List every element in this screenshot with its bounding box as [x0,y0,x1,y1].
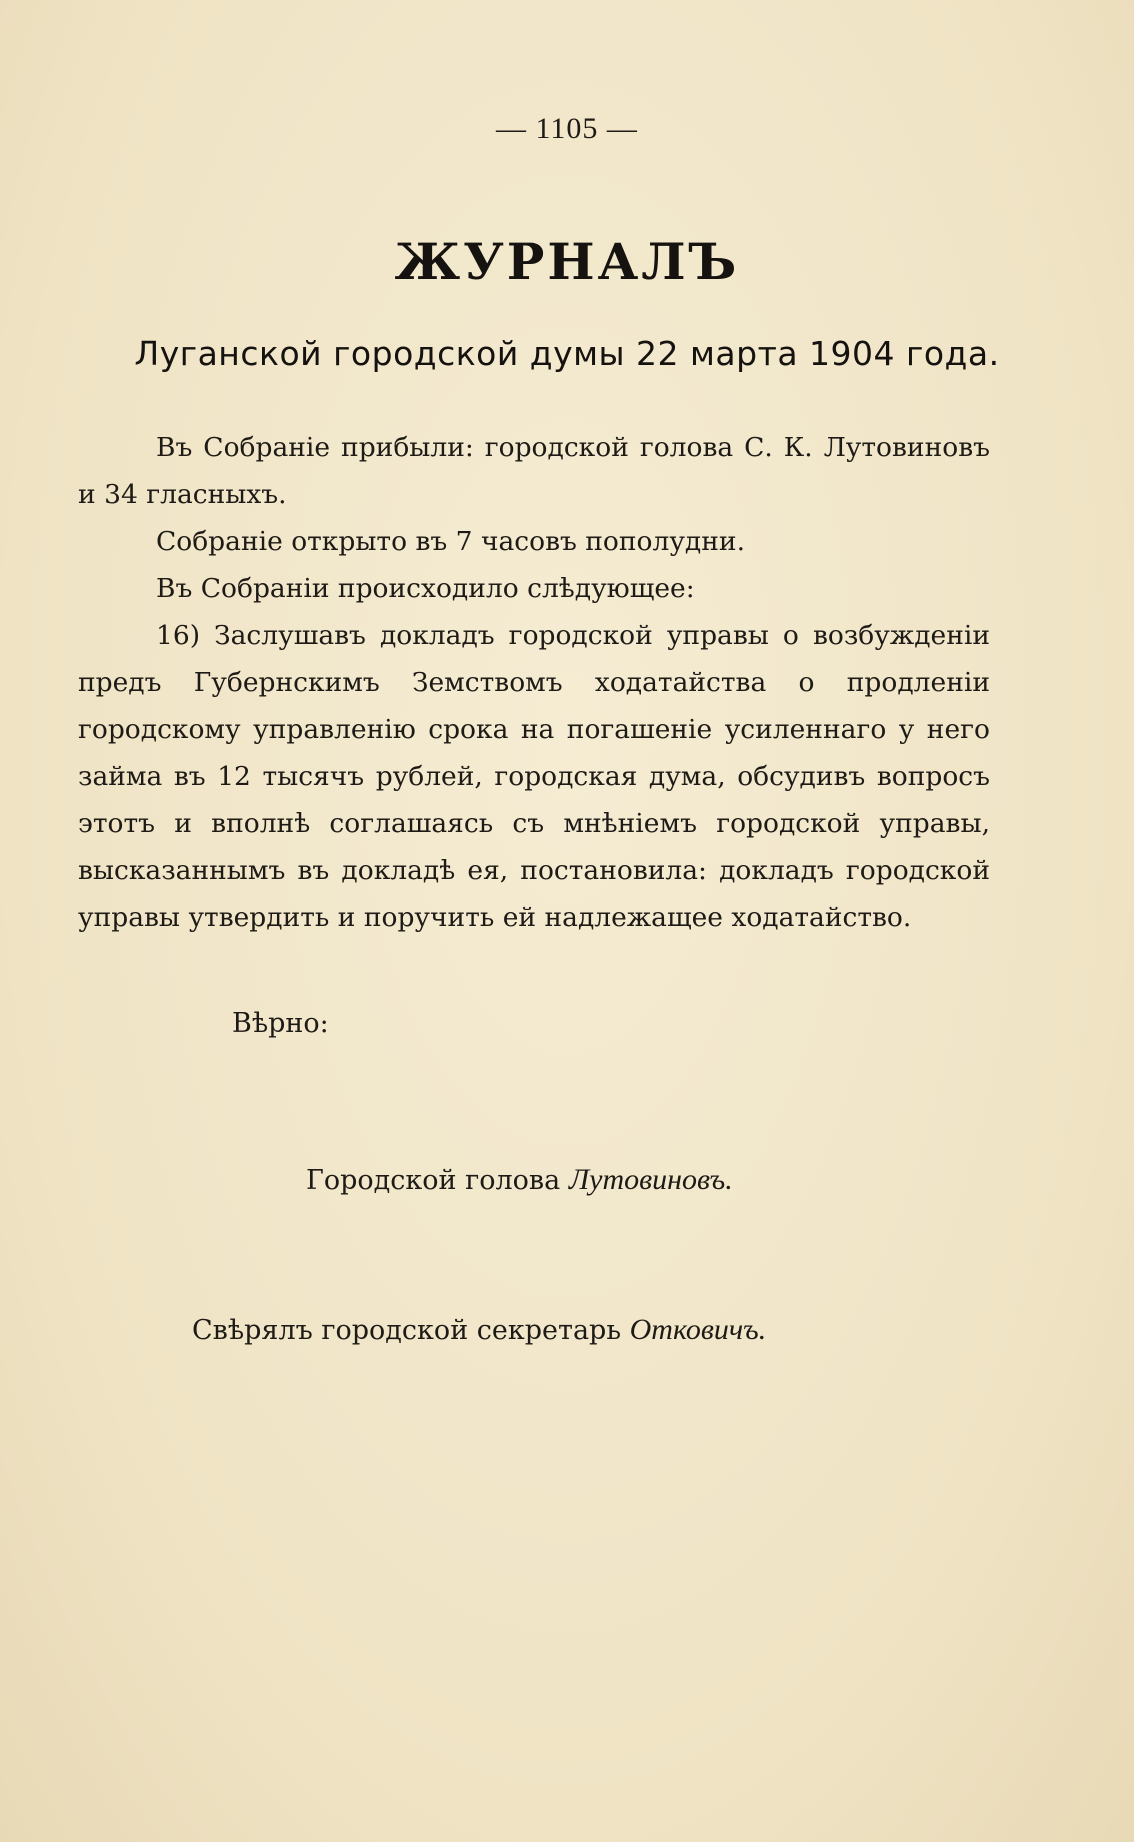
paragraph-proceedings: Въ Собраніи происходило слѣдующее: [156,573,695,604]
paragraph-opening: Собраніе открыто въ 7 часовъ пополудни. [156,526,745,557]
signature-name: Отковичъ. [629,1313,767,1346]
signature-mayor [306,1163,733,1197]
paragraph-resolution: 16) Заслушавъ докладъ городской управы о возбужденіи предъ Губернскимъ Земствомъ ходатайства о продленіи городскому управленію срока на погашеніе усиленнаго у него займа въ 12 тысячъ рублей, городская дума, обсудивъ вопросъ этотъ и вполнѣ соглашаясь съ мнѣніемъ городской управы, высказаннымъ въ докладѣ ея, постановила: докладъ городской управы утвердить и поручить ей надлежащее ходатайство. [78,620,990,933]
signature-role: Свѣрялъ городской секретарь [192,1315,622,1346]
document-subtitle: Луганской городской думы 22 марта 1904 года. [134,334,1000,373]
signature-role: Городской голова [306,1165,561,1196]
document-body [78,424,990,941]
document-title: ЖУРНАЛЪ [394,232,740,291]
signature-name: Лутовиновъ. [568,1163,733,1196]
signature-secretary [192,1313,766,1347]
page-number: — 1105 — [496,112,638,145]
paragraph-attendance: Въ Собраніе прибыли: городской голова С. К. Лутовиновъ и 34 гласныхъ. [78,432,990,510]
certification-label: Вѣрно: [232,1008,329,1039]
